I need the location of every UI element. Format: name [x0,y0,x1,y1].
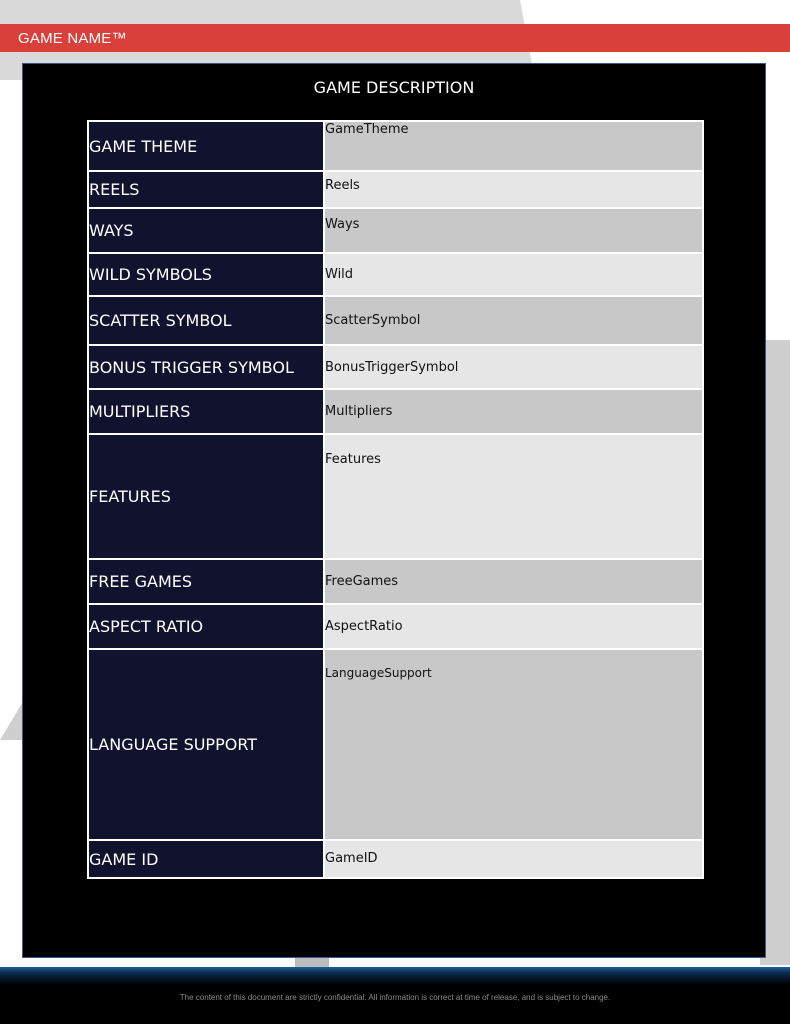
row-value: GameID [324,840,703,878]
game-name-title: GAME NAME™ [18,30,127,47]
table-row-ways [88,208,703,253]
game-description-table [87,120,704,879]
row-label: BONUS TRIGGER SYMBOL [88,345,324,389]
table-row-scatter-symbol [88,296,703,345]
table-row-reels [88,171,703,208]
row-value: Reels [324,171,703,208]
row-label: MULTIPLIERS [88,389,324,434]
header-bar [0,24,790,52]
row-label: WILD SYMBOLS [88,253,324,296]
row-label: REELS [88,171,324,208]
panel-title: GAME DESCRIPTION [313,78,475,97]
table-row-language-support [88,649,703,840]
row-value: Wild [324,253,703,296]
row-label: FREE GAMES [88,559,324,604]
row-value: AspectRatio [324,604,703,649]
row-label: GAME ID [88,840,324,878]
row-value: Features [324,434,703,559]
table-row-game-theme [88,121,703,171]
row-value: BonusTriggerSymbol [324,345,703,389]
row-label: GAME THEME [88,121,324,171]
table-row-free-games [88,559,703,604]
row-value: LanguageSupport [324,649,703,840]
row-label: WAYS [88,208,324,253]
row-label: LANGUAGE SUPPORT [88,649,324,840]
table-row-multipliers [88,389,703,434]
table-row-game-id [88,840,703,878]
row-label: FEATURES [88,434,324,559]
row-value: Ways [324,208,703,253]
confidentiality-notice: The content of this document are strictly confidential. All information is correct at time of release, and is subject to change. [179,993,611,1002]
row-label: SCATTER SYMBOL [88,296,324,345]
table-row-bonus-trigger-symbol [88,345,703,389]
row-value: GameTheme [324,121,703,171]
description-panel [22,63,766,958]
row-value: Multipliers [324,389,703,434]
table-row-aspect-ratio [88,604,703,649]
table-row-features [88,434,703,559]
table-row-wild-symbols [88,253,703,296]
row-value: ScatterSymbol [324,296,703,345]
row-label: ASPECT RATIO [88,604,324,649]
row-value: FreeGames [324,559,703,604]
